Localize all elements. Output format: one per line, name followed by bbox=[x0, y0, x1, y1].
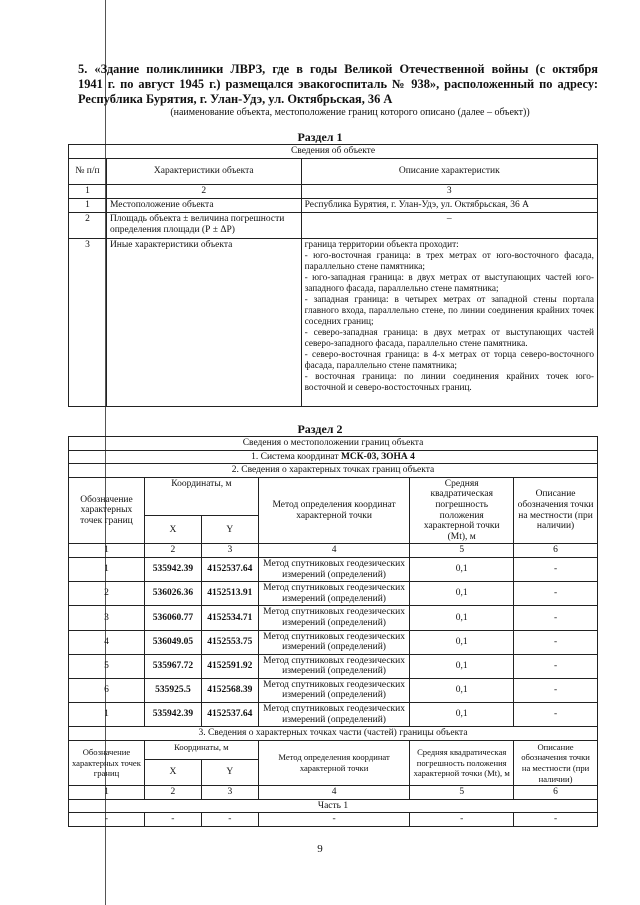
row-num: 2 bbox=[69, 213, 107, 239]
heading-line-2: 1941 г. по август 1945 г.) размещался эвакогоспиталь № 938», расположенный по адресу: bbox=[78, 77, 598, 91]
col-header-method: Метод определения координат характерной точки bbox=[258, 477, 410, 544]
boundary-line: - юго-западная граница: в двух метрах от выступающих частей юго-западного фасада, параллельно стене памятника; bbox=[304, 273, 594, 294]
point-y: 4152568.39 bbox=[201, 678, 258, 702]
col-header-x: X bbox=[144, 516, 201, 544]
boundary-coordinates-table bbox=[68, 436, 598, 827]
subsection-3-title: 3. Сведения о характерных точках части (частей) границы объекта bbox=[69, 727, 598, 741]
col-index: 1 bbox=[69, 786, 145, 800]
point-y: 4152534.71 bbox=[201, 606, 258, 630]
row-value: Республика Бурятия, г. Улан-Удэ, ул. Октябрьская, 36 А bbox=[301, 199, 597, 213]
col-header-error: Средняя квадратическая погрешность положения характерной точки (Mt), м bbox=[410, 477, 514, 544]
point-id: 1 bbox=[69, 703, 145, 727]
col-header-desc: Описание характеристик bbox=[301, 159, 597, 185]
col-header-point: Обозначение характерных точек границ bbox=[69, 477, 145, 544]
object-heading bbox=[78, 62, 598, 107]
empty-cell: - bbox=[258, 813, 410, 827]
col-index: 2 bbox=[144, 544, 201, 558]
col-header-coords: Координаты, м bbox=[144, 477, 258, 516]
coordinate-system-name: МСК-03, ЗОНА 4 bbox=[340, 451, 415, 462]
point-error: 0,1 bbox=[410, 630, 514, 654]
table-row bbox=[69, 630, 598, 654]
point-method: Метод спутниковых геодезических измерений (определений) bbox=[258, 654, 410, 678]
point-y: 4152553.75 bbox=[201, 630, 258, 654]
point-error: 0,1 bbox=[410, 606, 514, 630]
object-info-table bbox=[68, 144, 598, 407]
point-error: 0,1 bbox=[410, 703, 514, 727]
point-x: 536060.77 bbox=[144, 606, 201, 630]
col-index: 3 bbox=[301, 185, 597, 199]
table-row bbox=[69, 213, 598, 239]
point-y: 4152513.91 bbox=[201, 582, 258, 606]
coordinate-system-prefix: 1. Система координат bbox=[251, 451, 341, 462]
col-header-method: Метод определения координат характерной точки bbox=[258, 740, 410, 785]
empty-cell: - bbox=[201, 813, 258, 827]
boundary-line: - юго-восточная граница: в трех метрах от юго-восточного фасада, параллельно стене памятника; bbox=[304, 251, 594, 272]
col-header-coords: Координаты, м bbox=[144, 740, 258, 759]
point-y: 4152537.64 bbox=[201, 557, 258, 581]
point-descr: - bbox=[514, 630, 598, 654]
point-method: Метод спутниковых геодезических измерений (определений) bbox=[258, 630, 410, 654]
subsection-2-title: 2. Сведения о характерных точках границ объекта bbox=[69, 464, 598, 478]
empty-cell: - bbox=[410, 813, 514, 827]
point-x: 536049.05 bbox=[144, 630, 201, 654]
row-name: Иные характеристики объекта bbox=[106, 239, 301, 407]
point-descr: - bbox=[514, 557, 598, 581]
point-y: 4152591.92 bbox=[201, 654, 258, 678]
point-error: 0,1 bbox=[410, 654, 514, 678]
col-index: 2 bbox=[144, 786, 201, 800]
table-row bbox=[69, 582, 598, 606]
point-method: Метод спутниковых геодезических измерений (определений) bbox=[258, 557, 410, 581]
point-method: Метод спутниковых геодезических измерений (определений) bbox=[258, 678, 410, 702]
table-row bbox=[69, 703, 598, 727]
col-index: 6 bbox=[514, 786, 598, 800]
point-method: Метод спутниковых геодезических измерений (определений) bbox=[258, 582, 410, 606]
col-index: 4 bbox=[258, 544, 410, 558]
table-row bbox=[69, 557, 598, 581]
col-header-descr: Описание обозначения точки на местности (при наличии) bbox=[514, 477, 598, 544]
col-header-num: № п/п bbox=[69, 159, 107, 185]
boundary-line: граница территории объекта проходит: bbox=[304, 240, 459, 250]
boundary-line: - северо-западная граница: в двух метрах от выступающих частей северо-западного фасада, параллельно стене памятника. bbox=[304, 328, 594, 349]
col-header-point: Обозначение характерных точек границ bbox=[69, 740, 145, 785]
col-header-error: Средняя квадратическая погрешность положения характерной точки (Mt), м bbox=[410, 740, 514, 785]
row-name: Местоположение объекта bbox=[106, 199, 301, 213]
col-index: 5 bbox=[410, 544, 514, 558]
boundary-line: - западная граница: в четырех метрах от западной стены портала главного входа, параллельно стене, по линии соединения крайних точек соседних границ; bbox=[304, 295, 594, 327]
col-index: 3 bbox=[201, 544, 258, 558]
point-id: 2 bbox=[69, 582, 145, 606]
boundary-line: - северо-восточная граница: в 4-х метрах от торца северо-восточного фасада, параллельно стене памятника; bbox=[304, 350, 594, 371]
boundary-line: - восточная граница: по линии соединения крайних точек юго-восточной и северо-востосточных границ. bbox=[304, 372, 594, 393]
point-x: 535942.39 bbox=[144, 703, 201, 727]
point-y: 4152537.64 bbox=[201, 703, 258, 727]
point-descr: - bbox=[514, 703, 598, 727]
point-error: 0,1 bbox=[410, 678, 514, 702]
point-descr: - bbox=[514, 678, 598, 702]
heading-line-1: 5. «Здание поликлиники ЛВРЗ, где в годы Великой Отечественной войны (с октября bbox=[78, 62, 598, 76]
empty-cell: - bbox=[144, 813, 201, 827]
col-index: 6 bbox=[514, 544, 598, 558]
section-1-title: Раздел 1 bbox=[297, 130, 343, 144]
col-header-descr: Описание обозначения точки на местности (при наличии) bbox=[514, 740, 598, 785]
col-index: 1 bbox=[69, 544, 145, 558]
heading-line-3: Республика Бурятия, г. Улан-Удэ, ул. Октябрьская, 36 А bbox=[78, 92, 393, 106]
point-id: 5 bbox=[69, 654, 145, 678]
col-header-x: X bbox=[144, 760, 201, 786]
empty-cell: - bbox=[69, 813, 145, 827]
table-row bbox=[69, 239, 598, 407]
col-header-y: Y bbox=[201, 516, 258, 544]
heading-note: (наименование объекта, местоположение границ которого описано (далее – объект)) bbox=[170, 107, 530, 118]
point-id: 3 bbox=[69, 606, 145, 630]
point-method: Метод спутниковых геодезических измерений (определений) bbox=[258, 606, 410, 630]
point-descr: - bbox=[514, 654, 598, 678]
row-value: – bbox=[301, 213, 597, 239]
table-row bbox=[69, 813, 598, 827]
point-id: 1 bbox=[69, 557, 145, 581]
boundary-description bbox=[301, 239, 597, 407]
row-num: 1 bbox=[69, 199, 107, 213]
table-row bbox=[69, 199, 598, 213]
row-num: 3 bbox=[69, 239, 107, 407]
page-number: 9 bbox=[317, 843, 323, 855]
table-title: Сведения о местоположении границ объекта bbox=[69, 437, 598, 451]
point-descr: - bbox=[514, 606, 598, 630]
point-id: 6 bbox=[69, 678, 145, 702]
col-header-y: Y bbox=[201, 760, 258, 786]
empty-cell: - bbox=[514, 813, 598, 827]
table-row bbox=[69, 606, 598, 630]
point-descr: - bbox=[514, 582, 598, 606]
point-x: 535942.39 bbox=[144, 557, 201, 581]
point-method: Метод спутниковых геодезических измерений (определений) bbox=[258, 703, 410, 727]
point-id: 4 bbox=[69, 630, 145, 654]
col-index: 1 bbox=[69, 185, 107, 199]
point-x: 536026.36 bbox=[144, 582, 201, 606]
table-title: Сведения об объекте bbox=[69, 145, 598, 159]
col-index: 2 bbox=[106, 185, 301, 199]
col-index: 3 bbox=[201, 786, 258, 800]
col-header-char: Характеристики объекта bbox=[106, 159, 301, 185]
point-x: 535925.5 bbox=[144, 678, 201, 702]
col-index: 4 bbox=[258, 786, 410, 800]
table-row bbox=[69, 654, 598, 678]
table-row bbox=[69, 678, 598, 702]
point-error: 0,1 bbox=[410, 582, 514, 606]
row-name: Площадь объекта ± величина погрешности определения площади (Р ± ΔР) bbox=[106, 213, 301, 239]
point-error: 0,1 bbox=[410, 557, 514, 581]
section-2-title: Раздел 2 bbox=[297, 422, 343, 436]
col-index: 5 bbox=[410, 786, 514, 800]
coordinate-system bbox=[69, 450, 598, 464]
point-x: 535967.72 bbox=[144, 654, 201, 678]
part-label: Часть 1 bbox=[69, 799, 598, 813]
